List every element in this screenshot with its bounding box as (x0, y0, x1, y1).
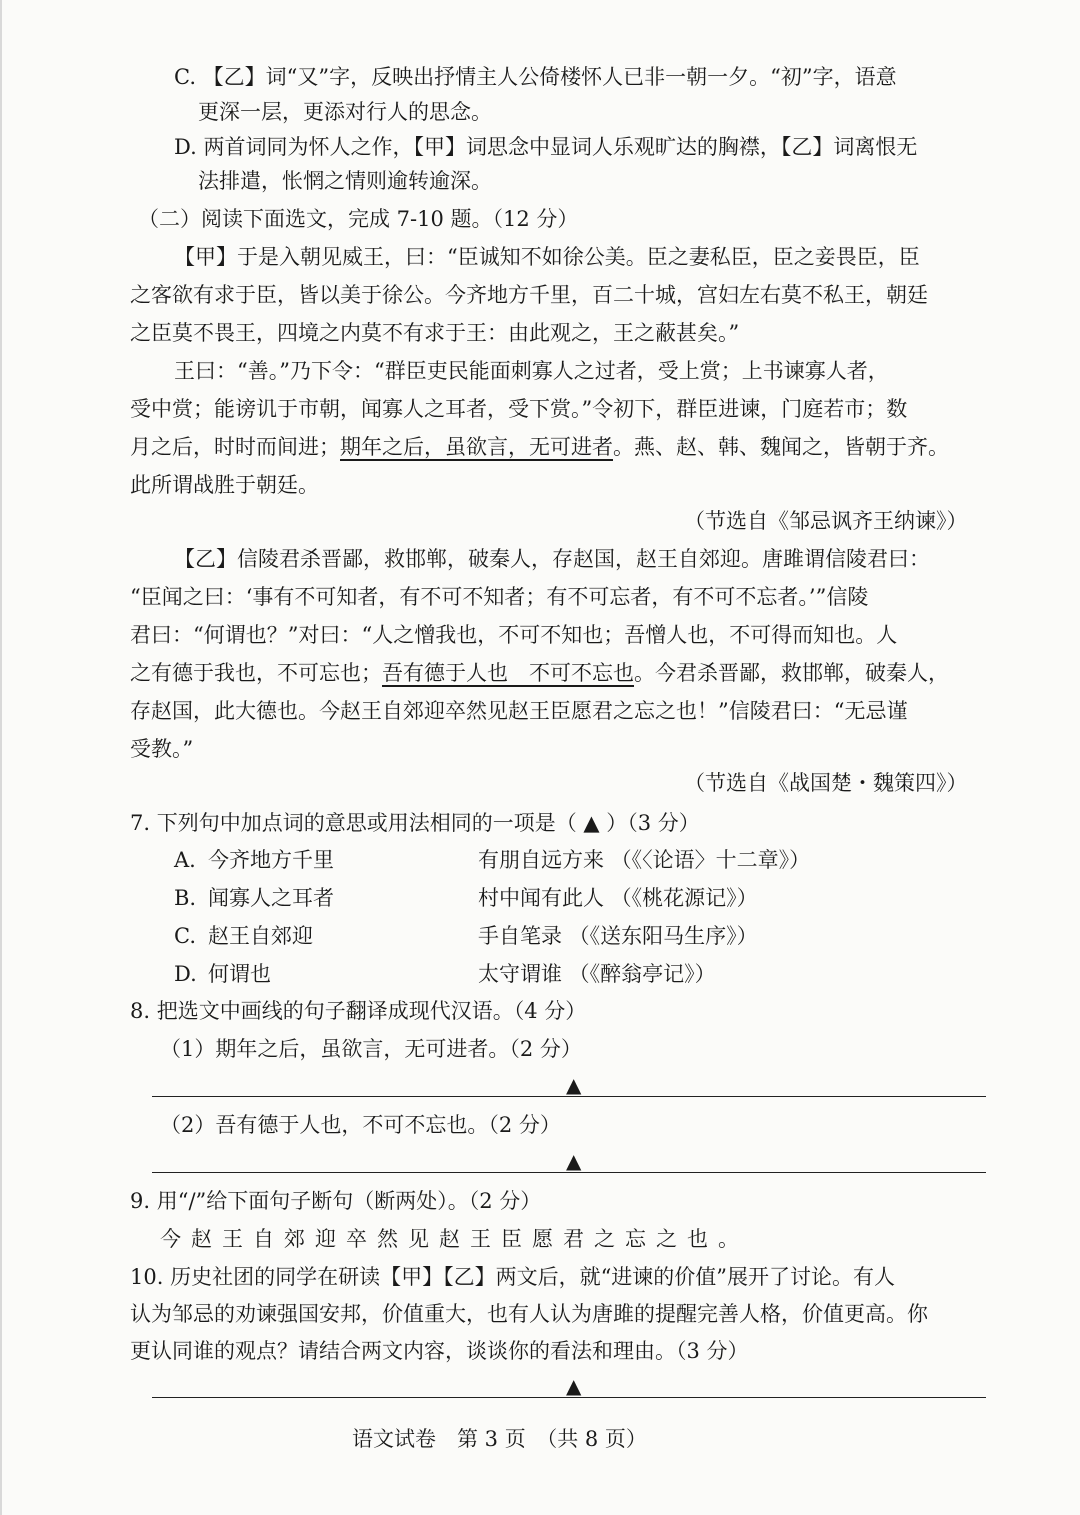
answer-triangle-icon: ▲ (566, 1374, 582, 1398)
q6-option-d-line1: D. 两首词同为怀人之作，【甲】词思念中显词人乐观旷达的胸襟，【乙】词离恨无 (174, 135, 918, 159)
text-segment: 月之后，时时而间进； (130, 435, 340, 459)
q7-option-left: 赵王自郊迎 (208, 924, 313, 948)
passage-jia-source: （节选自《邹忌讽齐王纳谏》） (684, 509, 968, 533)
answer-line[interactable] (152, 1096, 986, 1097)
underlined-sentence-2: 吾有德于人也 不可不忘也 (382, 661, 634, 685)
underlined-sentence-1: 期年之后，虽欲言，无可进者 (340, 435, 613, 459)
q7-option-label: D. (174, 962, 197, 986)
q7-option-left: 今齐地方千里 (208, 848, 334, 872)
passage-yi-line: 君曰：“何谓也？”对曰：“人之憎我也，不可不知也；吾憎人也，不可得而知也。人 (130, 623, 898, 647)
section-heading: （二）阅读下面选文，完成 7-10 题。（12 分） (138, 207, 579, 231)
q7-option-right: 手自笔录 （《送东阳马生序》） (478, 924, 758, 948)
text-segment: 。今君杀晋鄙，救邯郸，破秦人， (634, 661, 949, 685)
answer-line[interactable] (152, 1172, 986, 1173)
answer-triangle-icon: ▲ (566, 1073, 582, 1097)
passage-yi-line: “臣闻之曰：‘事有不可知者，有不可不知者；有不可忘者，有不可不忘者。’”信陵 (130, 585, 869, 609)
passage-jia-line: 之客欲有求于臣，皆以美于徐公。今齐地方千里，百二十城，宫妇左右莫不私王，朝廷 (130, 283, 928, 307)
q10-line: 认为邹忌的劝谏强国安邦，价值重大，也有人认为唐雎的提醒完善人格，价值更高。你 (130, 1302, 928, 1326)
q7-option-right: 太守谓谁 （《醉翁亭记》） (478, 962, 716, 986)
passage-yi-source: （节选自《战国楚・魏策四》） (684, 771, 968, 795)
text-segment: 之有德于我也，不可忘也； (130, 661, 382, 685)
q8-stem: 8. 把选文中画线的句子翻译成现代汉语。（4 分） (130, 999, 587, 1023)
passage-yi-line: 受教。” (130, 737, 194, 761)
q7-option-label: B. (174, 886, 197, 910)
q7-stem: 7. 下列句中加点词的意思或用法相同的一项是（ ▲ ）（3 分） (130, 811, 700, 835)
q7-option-right: 有朋自远方来 （《〈论语〉十二章》） (478, 848, 811, 872)
passage-jia-line: 王曰：“善。”乃下令：“群臣吏民能面刺寡人之过者，受上赏；上书谏寡人者， (174, 359, 889, 383)
page-footer: 语文试卷 第 3 页 （共 8 页） (352, 1427, 647, 1451)
passage-yi-line: 【乙】信陵君杀晋鄙，救邯郸，破秦人，存赵国，赵王自郊迎。唐雎谓信陵君曰： (174, 547, 930, 571)
q7-option-right: 村中闻有此人 （《桃花源记》） (478, 886, 758, 910)
passage-jia-line (130, 432, 949, 462)
q7-option-label: A. (174, 848, 196, 872)
q6-option-d-line2: 法排遣，怅惘之情则逾转逾深。 (198, 169, 492, 193)
q10-line: 更认同谁的观点？请结合两文内容，谈谈你的看法和理由。（3 分） (130, 1339, 749, 1363)
passage-jia-line: 【甲】于是入朝见威王，曰：“臣诚知不如徐公美。臣之妻私臣，臣之妾畏臣，臣 (174, 245, 920, 269)
q6-option-c-line1: C. 【乙】词“又”字，反映出抒情主人公倚楼怀人已非一朝一夕。“初”字，语意 (174, 65, 897, 89)
passage-yi-line (130, 658, 949, 688)
q10-line: 10. 历史社团的同学在研读【甲】【乙】两文后，就“进谏的价值”展开了讨论。有人 (130, 1265, 896, 1289)
q6-option-c-line2: 更深一层，更添对行人的思念。 (198, 100, 492, 124)
passage-jia-line: 此所谓战胜于朝廷。 (130, 473, 319, 497)
text-segment: 。燕、赵、韩、魏闻之，皆朝于齐。 (613, 435, 949, 459)
passage-jia-line: 受中赏；能谤讥于市朝，闻寡人之耳者，受下赏。”令初下，群臣进谏，门庭若市；数 (130, 397, 908, 421)
q8-sub2: （2）吾有德于人也，不可不忘也。（2 分） (160, 1113, 561, 1137)
passage-jia-line: 之臣莫不畏王，四境之内莫不有求于王：由此观之，王之蔽甚矣。” (130, 321, 740, 345)
q9-sentence: 今赵王自郊迎卒然见赵王臣愿君之忘之也。 (160, 1227, 749, 1251)
q7-option-left: 闻寡人之耳者 (208, 886, 334, 910)
passage-yi-line: 存赵国，此大德也。今赵王自郊迎卒然见赵王臣愿君之忘之也！”信陵君曰：“无忌谨 (130, 699, 908, 723)
q8-sub1: （1）期年之后，虽欲言，无可进者。（2 分） (160, 1037, 582, 1061)
q7-option-left: 何谓也 (208, 962, 271, 986)
answer-line[interactable] (152, 1397, 986, 1398)
answer-triangle-icon: ▲ (566, 1149, 582, 1173)
q9-stem: 9. 用“/”给下面句子断句（断两处）。（2 分） (130, 1189, 542, 1213)
q7-option-label: C. (174, 924, 196, 948)
